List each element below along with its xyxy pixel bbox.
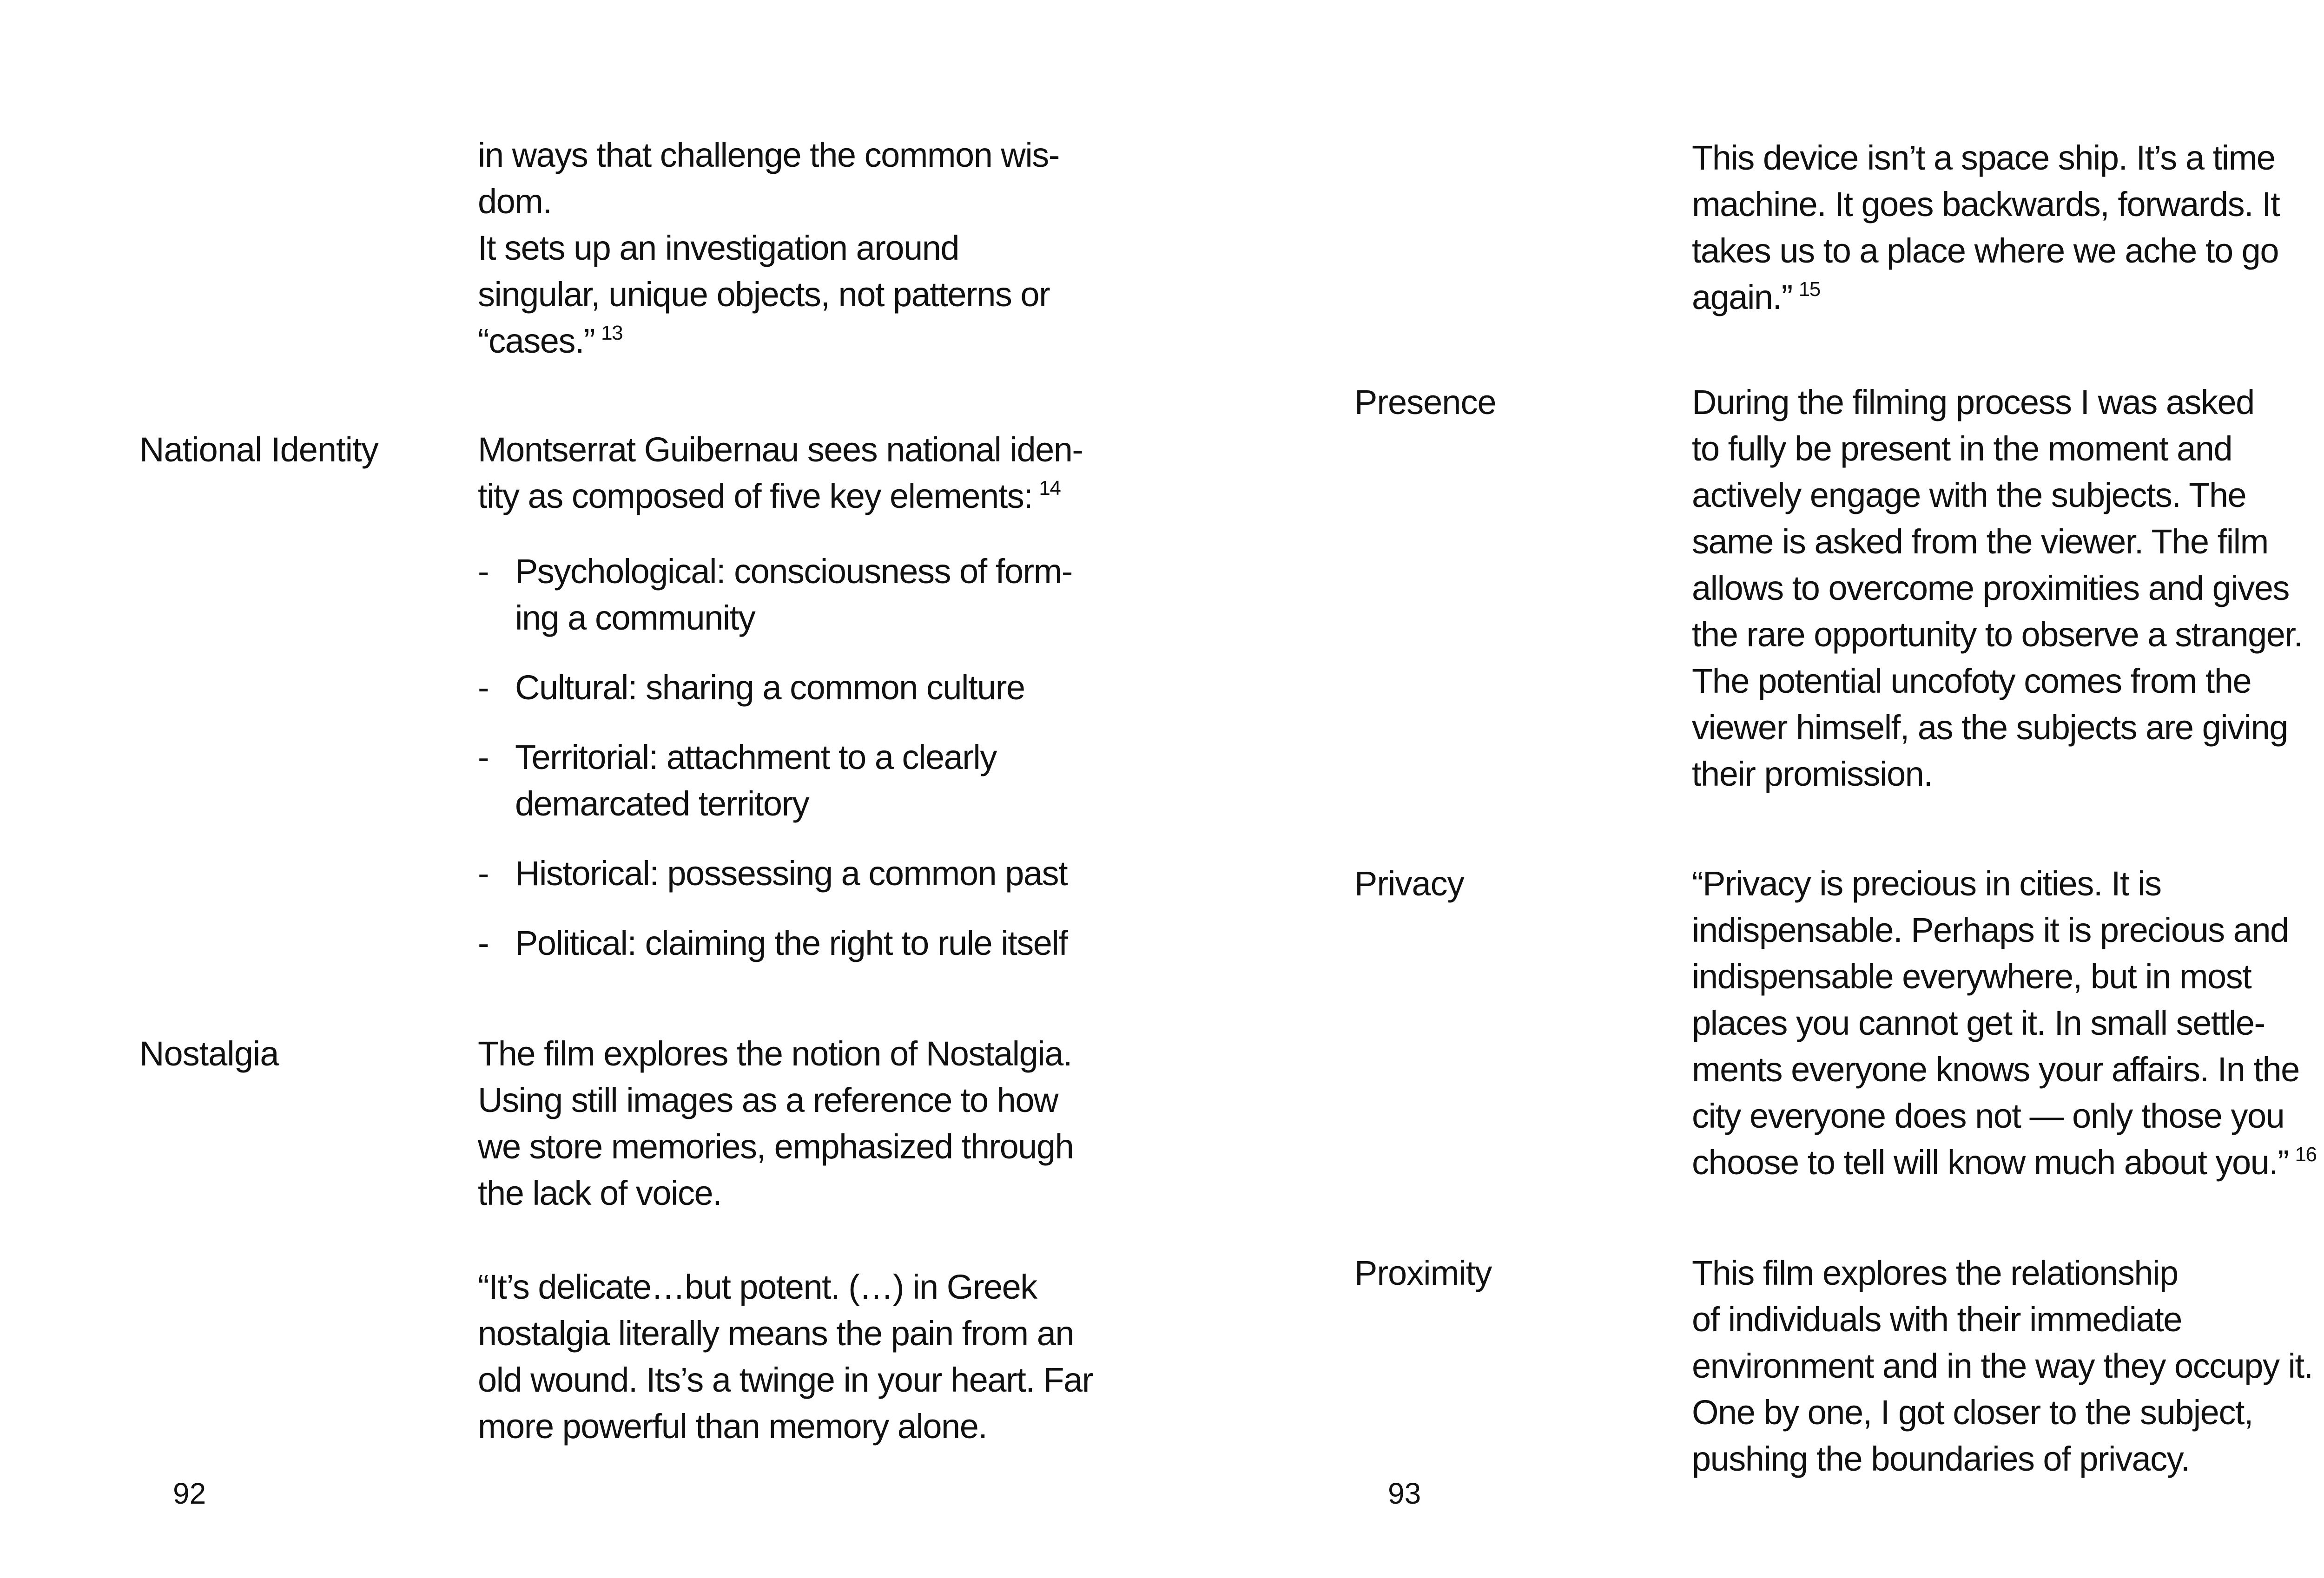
list-item-line: demarcated territory: [515, 784, 809, 823]
term-nostalgia: Nostalgia: [139, 1034, 279, 1073]
right-page: [1208, 0, 2324, 1578]
dash-bullet: -: [478, 854, 489, 893]
text-line: city everyone does not — only those you: [1692, 1097, 2284, 1135]
text-line: The film explores the notion of Nostalgia.: [478, 1034, 1072, 1073]
text-line: “It’s delicate…but potent. (…) in Greek: [478, 1268, 1037, 1306]
term-proximity: Proximity: [1354, 1254, 1492, 1292]
text-fragment: tity as composed of five key elements:: [478, 477, 1033, 515]
text-fragment: “cases.”: [478, 322, 595, 360]
text-line: same is asked from the viewer. The film: [1692, 522, 2268, 561]
list-item: [478, 664, 1072, 711]
text-line: dom.: [478, 182, 552, 221]
text-line: ments everyone knows your affairs. In the: [1692, 1050, 2299, 1089]
text-line: the lack of voice.: [478, 1174, 722, 1212]
text-line: places you cannot get it. In small settle-: [1692, 1004, 2265, 1042]
term-privacy: Privacy: [1354, 864, 1464, 903]
text-line: Using still images as a reference to how: [478, 1081, 1058, 1119]
list-item-line: Historical: possessing a common past: [515, 854, 1068, 893]
list-item: [478, 850, 1072, 897]
term-presence: Presence: [1354, 383, 1496, 421]
list-item: [478, 920, 1072, 967]
privacy-quote: [1692, 861, 2316, 1186]
national-identity-text: [478, 427, 1083, 519]
text-line: [1692, 1139, 2316, 1186]
text-line: “Privacy is precious in cities. It is: [1692, 864, 2161, 903]
text-line: During the filming process I was asked: [1692, 383, 2254, 421]
text-line: [478, 318, 1059, 364]
text-line: actively engage with the subjects. The: [1692, 476, 2246, 514]
footnote-ref: 16: [2295, 1143, 2317, 1166]
intro-quote-continuation: [478, 132, 1059, 364]
text-line: This film explores the relationship: [1692, 1254, 2178, 1292]
text-line: environment and in the way they occupy it.: [1692, 1347, 2313, 1385]
text-line: [478, 473, 1083, 519]
footnote-ref: 15: [1798, 278, 1820, 301]
text-line: singular, unique objects, not patterns or: [478, 275, 1050, 314]
nostalgia-quote: [478, 1264, 1093, 1450]
term-national-identity: National Identity: [139, 430, 378, 469]
text-line: The potential uncofoty comes from the: [1692, 662, 2251, 700]
text-line: to fully be present in the moment and: [1692, 429, 2232, 468]
presence-text: [1692, 379, 2303, 797]
text-line: old wound. Its’s a twinge in your heart. Far: [478, 1361, 1093, 1399]
text-line: their promission.: [1692, 755, 1933, 793]
text-line: indispensable. Perhaps it is precious and: [1692, 911, 2289, 949]
text-line: takes us to a place where we ache to go: [1692, 231, 2278, 270]
identity-elements-list: [478, 548, 1072, 967]
page-number-right: 93: [1388, 1477, 1421, 1510]
list-item: [478, 548, 1072, 641]
list-item: [478, 734, 1072, 827]
page-number-left: 92: [173, 1477, 206, 1510]
text-line: allows to overcome proximities and gives: [1692, 569, 2289, 607]
list-item-line: Territorial: attachment to a clearly: [515, 738, 997, 776]
text-line: we store memories, emphasized through: [478, 1127, 1074, 1166]
list-item-line: ing a community: [515, 598, 755, 637]
text-line: It sets up an investigation around: [478, 229, 959, 267]
text-line: This device isn’t a space ship. It’s a time: [1692, 138, 2275, 177]
text-fragment: choose to tell will know much about you.”: [1692, 1143, 2289, 1182]
dash-bullet: -: [478, 552, 489, 591]
text-fragment: again.”: [1692, 278, 1792, 316]
list-item-line: Cultural: sharing a common culture: [515, 668, 1025, 707]
proximity-text: [1692, 1250, 2313, 1482]
text-line: indispensable everywhere, but in most: [1692, 957, 2251, 996]
list-item-line: Psychological: consciousness of form-: [515, 552, 1072, 591]
dash-bullet: -: [478, 738, 489, 776]
text-line: pushing the boundaries of privacy.: [1692, 1440, 2190, 1478]
dash-bullet: -: [478, 924, 489, 962]
text-line: viewer himself, as the subjects are giving: [1692, 708, 2288, 747]
text-line: in ways that challenge the common wis-: [478, 136, 1059, 174]
footnote-ref: 13: [601, 322, 623, 344]
text-line: of individuals with their immediate: [1692, 1300, 2182, 1339]
text-line: machine. It goes backwards, forwards. It: [1692, 185, 2280, 224]
text-line: Montserrat Guibernau sees national iden-: [478, 430, 1083, 469]
list-item-line: Political: claiming the right to rule itself: [515, 924, 1068, 962]
dash-bullet: -: [478, 668, 489, 707]
footnote-ref: 14: [1039, 477, 1061, 500]
nostalgia-text: [478, 1031, 1073, 1216]
text-line: nostalgia literally means the pain from an: [478, 1314, 1074, 1353]
text-line: more powerful than memory alone.: [478, 1407, 987, 1446]
intro-quote-ending: [1692, 135, 2279, 321]
text-line: the rare opportunity to observe a stranger.: [1692, 615, 2303, 654]
text-line: [1692, 274, 2279, 321]
text-line: One by one, I got closer to the subject,: [1692, 1393, 2253, 1432]
